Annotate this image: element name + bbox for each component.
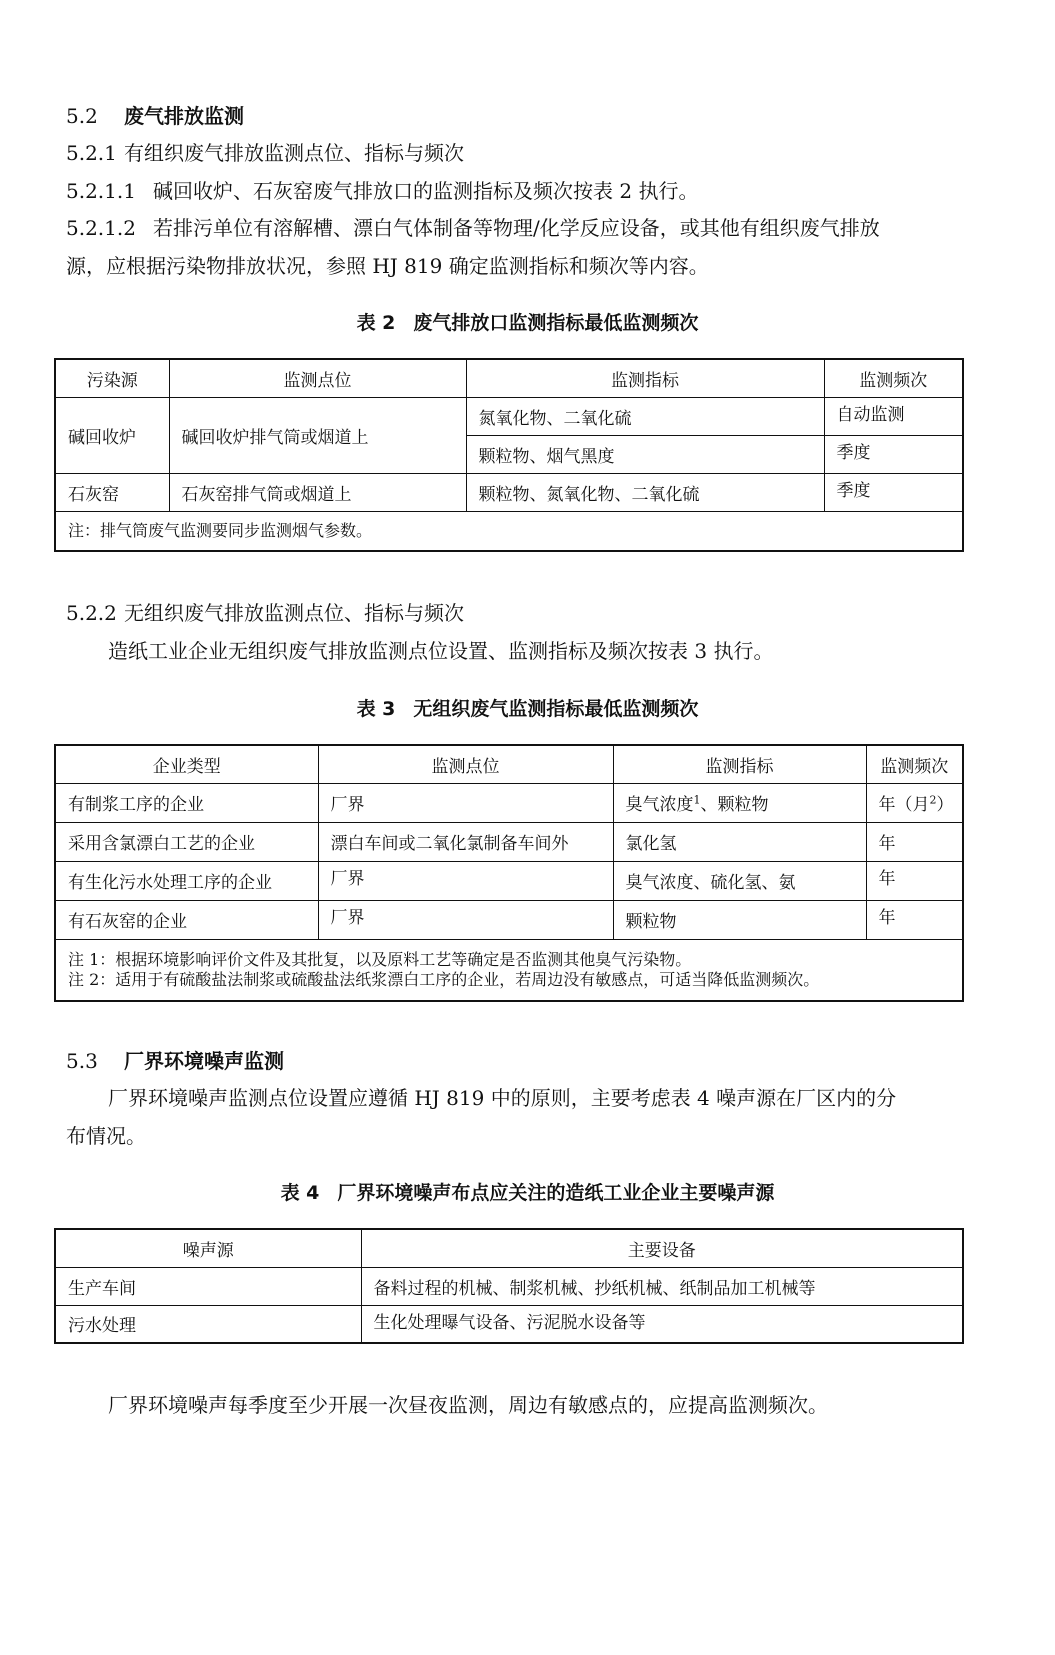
caption-number: 表 4 [280,1182,320,1204]
section-number: 5.2.1 [66,141,117,165]
header-cell: 监测指标 [466,359,824,397]
note-label: 注 1： [68,949,116,969]
indicator-cell [613,783,866,822]
table-row [55,473,963,511]
frequency-text: ） [936,795,954,815]
table-row [55,397,963,435]
table-row [55,822,963,861]
point-cell: 厂界 [318,783,613,822]
note-text: 适用于有硫酸盐法制浆或硫酸盐法纸浆漂白工序的企业，若周边没有敏感点，可适当降低监测频次。 [115,969,820,989]
indicator-cell: 臭气浓度、硫化氢、氨 [613,861,866,900]
table-note-row [55,939,963,1001]
frequency-cell: 年 [866,861,963,900]
header-cell: 监测指标 [613,745,866,783]
table-note [68,970,950,990]
header-cell: 监测频次 [824,359,963,397]
table-header-row [55,359,963,397]
caption-number: 表 2 [356,312,396,334]
frequency-cell: 年 [866,900,963,939]
subsection-heading-5-2-2 [66,600,464,626]
clause-5-2-1-2 [66,215,880,241]
frequency-cell [866,783,963,822]
caption-title: 无组织废气监测指标最低监测频次 [413,698,699,720]
clause-text: 碱回收炉、石灰窑废气排放口的监测指标及频次按表 2 执行。 [153,179,699,203]
table-4 [54,1228,964,1344]
frequency-cell: 自动监测 [824,397,963,435]
table-4-caption [0,1180,1055,1206]
enterprise-type-cell: 有生化污水处理工序的企业 [55,861,318,900]
table-notes [55,939,963,1001]
table-note: 注：排气筒废气监测要同步监测烟气参数。 [55,511,963,551]
section-number: 5.2.2 [66,601,117,625]
paragraph-continued: 布情况。 [66,1124,146,1148]
header-cell: 监测频次 [866,745,963,783]
header-cell: 噪声源 [55,1229,361,1267]
clause-5-2-1-1 [66,178,698,204]
section-title: 厂界环境噪声监测 [124,1049,284,1073]
caption-title: 废气排放口监测指标最低监测频次 [413,312,699,334]
section-number: 5.3 [66,1049,98,1073]
section-heading-5-2 [66,103,244,129]
enterprise-type-cell: 采用含氯漂白工艺的企业 [55,822,318,861]
table-row [55,900,963,939]
table-2 [54,358,964,552]
paragraph: 造纸工业企业无组织废气排放监测点位设置、监测指标及频次按表 3 执行。 [108,639,774,663]
frequency-cell: 季度 [824,473,963,511]
header-cell: 监测点位 [318,745,613,783]
table-3-caption [0,696,1055,722]
table-header-row [55,745,963,783]
footnote-ref: 1 [693,793,701,807]
note-label: 注 2： [68,969,116,989]
enterprise-type-cell: 有石灰窑的企业 [55,900,318,939]
source-cell: 碱回收炉 [55,397,169,473]
indicator-cell: 氮氧化物、二氧化硫 [466,397,824,435]
equipment-cell: 备料过程的机械、制浆机械、抄纸机械、纸制品加工机械等 [361,1267,963,1305]
section-number: 5.2 [66,104,98,128]
table-note [68,950,950,970]
caption-title: 厂界环境噪声布点应关注的造纸工业企业主要噪声源 [337,1182,775,1204]
table-2-caption [0,310,1055,336]
clause-text-continued: 源，应根据污染物排放状况，参照 HJ 819 确定监测指标和频次等内容。 [66,254,709,278]
point-cell: 石灰窑排气筒或烟道上 [169,473,466,511]
table-row [55,861,963,900]
clause-number: 5.2.1.2 [66,216,136,240]
point-cell: 碱回收炉排气筒或烟道上 [169,397,466,473]
header-cell: 监测点位 [169,359,466,397]
table-row [55,1305,963,1343]
indicator-cell: 颗粒物、烟气黑度 [466,435,824,473]
point-cell: 厂界 [318,900,613,939]
section-heading-5-3 [66,1048,284,1074]
indicator-text: 、颗粒物 [700,795,769,815]
indicator-cell: 颗粒物 [613,900,866,939]
table-row [55,783,963,822]
table-row [55,1267,963,1305]
indicator-cell: 氯化氢 [613,822,866,861]
closing-paragraph: 厂界环境噪声每季度至少开展一次昼夜监测，周边有敏感点的，应提高监测频次。 [108,1393,828,1417]
section-title: 废气排放监测 [124,104,244,128]
frequency-cell: 年 [866,822,963,861]
paragraph: 厂界环境噪声监测点位设置应遵循 HJ 819 中的原则，主要考虑表 4 噪声源在厂区内的分 [108,1086,897,1110]
frequency-text: 年（月 [878,795,930,815]
equipment-cell: 生化处理曝气设备、污泥脱水设备等 [361,1305,963,1343]
noise-source-cell: 生产车间 [55,1267,361,1305]
footnote-ref: 2 [929,793,937,807]
noise-source-cell: 污水处理 [55,1305,361,1343]
section-title: 有组织废气排放监测点位、指标与频次 [124,141,464,165]
section-title: 无组织废气排放监测点位、指标与频次 [124,601,464,625]
caption-number: 表 3 [356,698,396,720]
table-3 [54,744,964,1002]
frequency-cell: 季度 [824,435,963,473]
indicator-cell: 颗粒物、氮氧化物、二氧化硫 [466,473,824,511]
header-cell: 主要设备 [361,1229,963,1267]
point-cell: 漂白车间或二氧化氯制备车间外 [318,822,613,861]
clause-text: 若排污单位有溶解槽、漂白气体制备等物理/化学反应设备，或其他有组织废气排放 [153,216,880,240]
source-cell: 石灰窑 [55,473,169,511]
table-note-row [55,511,963,551]
point-cell: 厂界 [318,861,613,900]
indicator-text: 臭气浓度 [625,795,694,815]
note-text: 根据环境影响评价文件及其批复，以及原料工艺等确定是否监测其他臭气污染物。 [115,949,692,969]
header-cell: 企业类型 [55,745,318,783]
table-header-row [55,1229,963,1267]
enterprise-type-cell: 有制浆工序的企业 [55,783,318,822]
clause-number: 5.2.1.1 [66,179,136,203]
header-cell: 污染源 [55,359,169,397]
subsection-heading-5-2-1 [66,140,464,166]
